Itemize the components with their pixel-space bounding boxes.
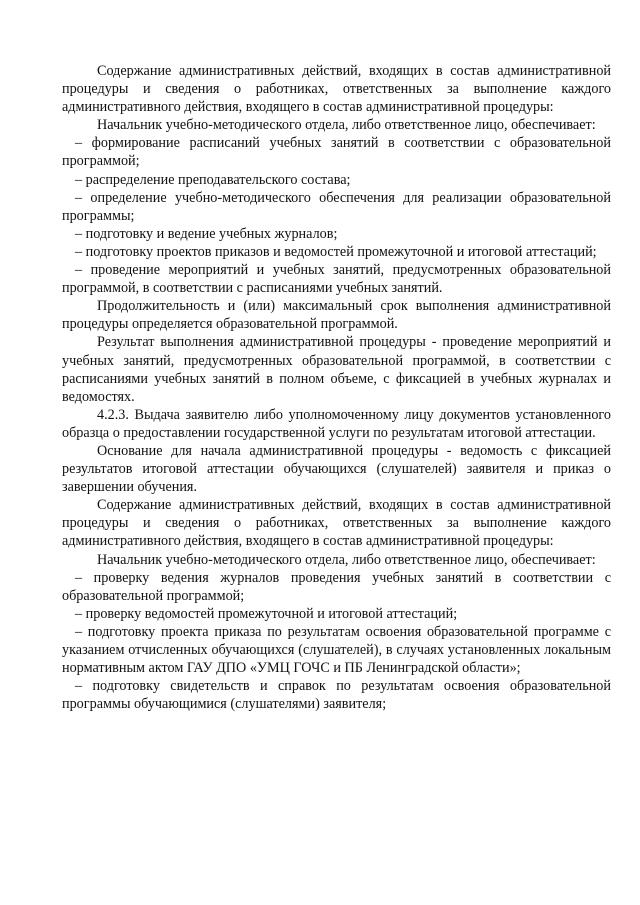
- paragraph-head-of-department-2: Начальник учебно-методического отдела, либо ответственное лицо, обеспечивает:: [97, 551, 596, 568]
- list-item-attestation-check: – проверку ведомостей промежуточной и итоговой аттестаций;: [75, 605, 458, 622]
- paragraph-result: Результат выполнения административной процедуры - проведение мероприятий и учебных занятий, предусмотренных образовательной программой, в соответствии с расписаниями учебных занятий в полном объеме, с фиксацией в учебных журналах и ведомостях.: [62, 334, 611, 405]
- list-item-certificates: – подготовку свидетельств и справок по результатам освоения образовательной программы обучающимися (слушателями) заявителя;: [62, 678, 611, 713]
- list-item-order-draft: – подготовку проекта приказа по результатам освоения образовательной программе с указанием отчисленных обучающихся (слушателей), в случаях установленных локальным нормативным актом ГАУ ДПО «УМЦ ГОЧС и ПБ Ленинградской области»;: [62, 623, 611, 677]
- list-item-journal-check: – проверку ведения журналов проведения учебных занятий в соответствии с образовательной программой;: [62, 569, 611, 604]
- document-page: [62, 62, 611, 713]
- list-item-classes: – проведение мероприятий и учебных занятий, предусмотренных образовательной программой, в соответствии с расписаниями учебных занятий.: [62, 262, 611, 297]
- list-item-schedule: – формирование расписаний учебных занятий в соответствии с образовательной программой;: [62, 135, 611, 170]
- list-item-journals: – подготовку и ведение учебных журналов;: [75, 225, 338, 242]
- paragraph-head-of-department: Начальник учебно-методического отдела, либо ответственное лицо, обеспечивает:: [97, 117, 596, 134]
- section-heading-4-2-3: 4.2.3. Выдача заявителю либо уполномоченному лицу документов установленного образца о предоставлении государственной услуги по результатам итоговой аттестации.: [62, 406, 611, 441]
- paragraph-contents-of-actions: Содержание административных действий, входящих в состав административной процедуры и сведения о работниках, ответственных за выполнение каждого административного действия, входящего в состав административной процедуры:: [62, 63, 611, 116]
- paragraph-contents-of-actions-2: Содержание административных действий, входящих в состав административной процедуры и сведения о работниках, ответственных за выполнение каждого административного действия, входящего в состав административной процедуры:: [62, 497, 611, 550]
- list-item-orders-drafts: – подготовку проектов приказов и ведомостей промежуточной и итоговой аттестаций;: [75, 243, 597, 260]
- list-item-methodical-support: – определение учебно-методического обеспечения для реализации образовательной программы;: [62, 189, 611, 224]
- list-item-staff-distribution: – распределение преподавательского состава;: [75, 171, 351, 188]
- paragraph-basis: Основание для начала административной процедуры - ведомость с фиксацией результатов итоговой аттестации обучающихся (слушателей) заявителя и приказ о завершении обучения.: [62, 442, 611, 496]
- paragraph-duration: Продолжительность и (или) максимальный срок выполнения административной процедуры определяется образовательной программой.: [62, 298, 611, 333]
